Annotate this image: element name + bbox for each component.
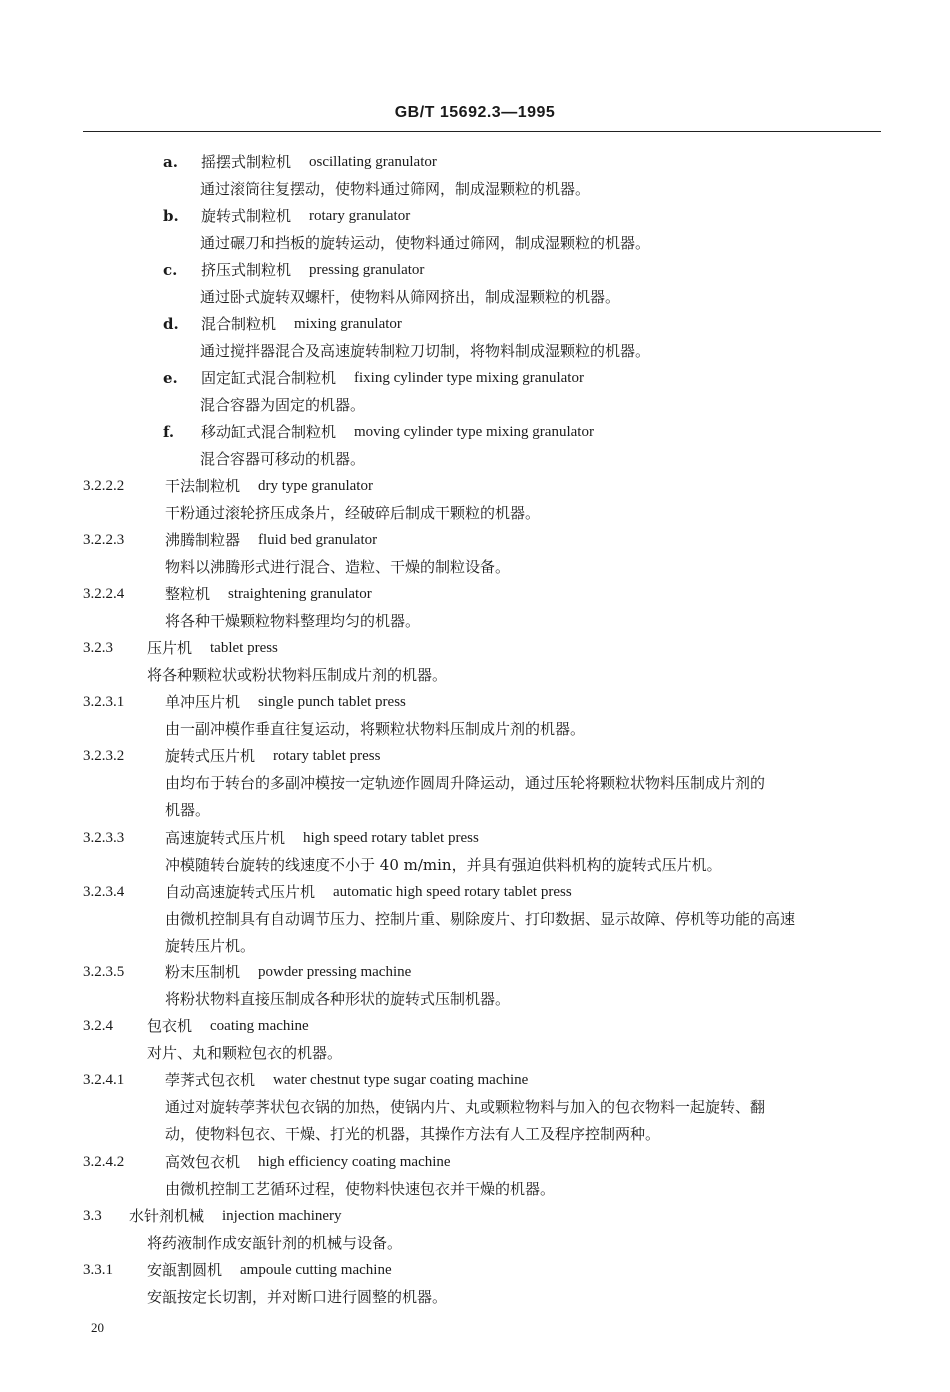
section-number: 3.2.4 xyxy=(83,1018,113,1034)
section-number: 3.2.3.2 xyxy=(83,748,125,764)
term-description: 由均布于转台的多副冲模按一定轨迹作圆周升降运动，通过压轮将颗粒状物料压制成片剂的 xyxy=(165,774,766,792)
section-number: 3.2.3.4 xyxy=(83,884,125,900)
term-description: 动，使物料包衣、干燥、打光的机器，其操作方法有人工及程序控制两种。 xyxy=(165,1125,661,1143)
header-rule xyxy=(83,131,881,132)
term-en: high efficiency coating machine xyxy=(258,1154,451,1170)
term-en: straightening granulator xyxy=(228,586,372,602)
term-description: 旋转压片机。 xyxy=(165,937,256,955)
term-en: fluid bed granulator xyxy=(258,532,378,548)
page-number: 20 xyxy=(91,1320,104,1335)
term-description: 由微机控制具有自动调节压力、控制片重、剔除废片、打印数据、显示故障、停机等功能的高速 xyxy=(165,910,796,928)
term-description: 通过搅拌器混合及高速旋转制粒刀切制，将物料制成湿颗粒的机器。 xyxy=(200,342,651,360)
term-zh: 混合制粒机 xyxy=(201,315,277,333)
term-description: 安瓿按定长切割，并对断口进行圆整的机器。 xyxy=(147,1288,448,1306)
section-number: 3.2.3.1 xyxy=(83,694,125,710)
term-description: 通过对旋转荸荠状包衣锅的加热，使锅内片、丸或颗粒物料与加入的包衣物料一起旋转、翻 xyxy=(165,1098,766,1116)
term-zh: 旋转式制粒机 xyxy=(201,207,292,225)
term-en: high speed rotary tablet press xyxy=(303,830,479,846)
term-zh: 整粒机 xyxy=(165,585,211,603)
term-en: rotary tablet press xyxy=(273,748,381,764)
list-marker: b. xyxy=(163,207,179,225)
term-zh: 摇摆式制粒机 xyxy=(201,153,292,171)
term-en: rotary granulator xyxy=(309,208,411,224)
term-zh: 单冲压片机 xyxy=(165,693,241,711)
term-description: 干粉通过滚轮挤压成条片，经破碎后制成干颗粒的机器。 xyxy=(165,504,541,522)
term-zh: 固定缸式混合制粒机 xyxy=(201,369,337,387)
term-en: powder pressing machine xyxy=(258,964,412,980)
term-zh: 压片机 xyxy=(147,639,193,657)
term-en: fixing cylinder type mixing granulator xyxy=(354,370,584,386)
term-zh: 荸荠式包衣机 xyxy=(165,1071,256,1089)
term-en: ampoule cutting machine xyxy=(240,1262,392,1278)
term-description: 通过卧式旋转双螺杆，使物料从筛网挤出，制成湿颗粒的机器。 xyxy=(200,288,621,306)
term-description: 将药液制作成安瓿针剂的机械与设备。 xyxy=(147,1234,403,1252)
term-zh: 挤压式制粒机 xyxy=(201,261,292,279)
list-marker: a. xyxy=(163,153,178,171)
term-description: 由一副冲模作垂直往复运动，将颗粒状物料压制成片剂的机器。 xyxy=(165,720,586,738)
term-en: mixing granulator xyxy=(294,316,402,332)
term-description: 机器。 xyxy=(165,801,211,819)
term-en: moving cylinder type mixing granulator xyxy=(354,424,594,440)
term-en: dry type granulator xyxy=(258,478,373,494)
term-zh: 沸腾制粒器 xyxy=(165,531,241,549)
section-number: 3.2.3.5 xyxy=(83,964,125,980)
section-number: 3.2.4.1 xyxy=(83,1072,125,1088)
term-zh: 自动高速旋转式压片机 xyxy=(165,883,316,901)
term-description: 将各种干燥颗粒物料整理均匀的机器。 xyxy=(165,612,421,630)
term-description: 由微机控制工艺循环过程，使物料快速包衣并干燥的机器。 xyxy=(165,1180,556,1198)
term-en: single punch tablet press xyxy=(258,694,406,710)
section-number: 3.2.2.4 xyxy=(83,586,125,602)
term-zh: 移动缸式混合制粒机 xyxy=(201,423,337,441)
term-zh: 安瓿割圆机 xyxy=(147,1261,223,1279)
term-description: 混合容器为固定的机器。 xyxy=(200,396,366,414)
list-marker: c. xyxy=(163,261,178,279)
term-description: 将粉状物料直接压制成各种形状的旋转式压制机器。 xyxy=(165,990,511,1008)
term-en: tablet press xyxy=(210,640,278,656)
term-zh: 水针剂机械 xyxy=(129,1207,205,1225)
term-en: pressing granulator xyxy=(309,262,425,278)
term-en: injection machinery xyxy=(222,1208,342,1224)
page-header: GB/T 15692.3—1995 xyxy=(394,104,556,121)
section-number: 3.2.3 xyxy=(83,640,113,656)
section-number: 3.2.2.3 xyxy=(83,532,125,548)
term-description: 将各种颗粒状或粉状物料压制成片剂的机器。 xyxy=(147,666,448,684)
list-marker: e. xyxy=(163,369,178,387)
term-en: coating machine xyxy=(210,1018,309,1034)
term-description: 混合容器可移动的机器。 xyxy=(200,450,366,468)
section-number: 3.2.4.2 xyxy=(83,1154,125,1170)
term-en: oscillating granulator xyxy=(309,154,437,170)
section-number: 3.3.1 xyxy=(83,1262,113,1278)
term-zh: 粉末压制机 xyxy=(165,963,241,981)
term-description: 冲模随转台旋转的线速度不小于 40 m/min，并具有强迫供料机构的旋转式压片机。 xyxy=(165,856,722,874)
term-description: 物料以沸腾形式进行混合、造粒、干燥的制粒设备。 xyxy=(165,558,511,576)
section-number: 3.2.3.3 xyxy=(83,830,125,846)
term-en: water chestnut type sugar coating machine xyxy=(273,1072,529,1088)
list-marker: d. xyxy=(163,315,179,333)
term-description: 通过滚筒往复摆动，使物料通过筛网，制成湿颗粒的机器。 xyxy=(200,180,591,198)
term-description: 通过碾刀和挡板的旋转运动，使物料通过筛网，制成湿颗粒的机器。 xyxy=(200,234,651,252)
term-zh: 旋转式压片机 xyxy=(165,747,256,765)
section-number: 3.2.2.2 xyxy=(83,478,125,494)
term-zh: 高速旋转式压片机 xyxy=(165,829,286,847)
section-number: 3.3 xyxy=(83,1208,102,1224)
list-marker: f. xyxy=(163,423,175,441)
term-zh: 高效包衣机 xyxy=(165,1153,241,1171)
term-en: automatic high speed rotary tablet press xyxy=(333,884,572,900)
term-zh: 干法制粒机 xyxy=(165,477,241,495)
term-description: 对片、丸和颗粒包衣的机器。 xyxy=(147,1044,343,1062)
term-zh: 包衣机 xyxy=(147,1017,193,1035)
